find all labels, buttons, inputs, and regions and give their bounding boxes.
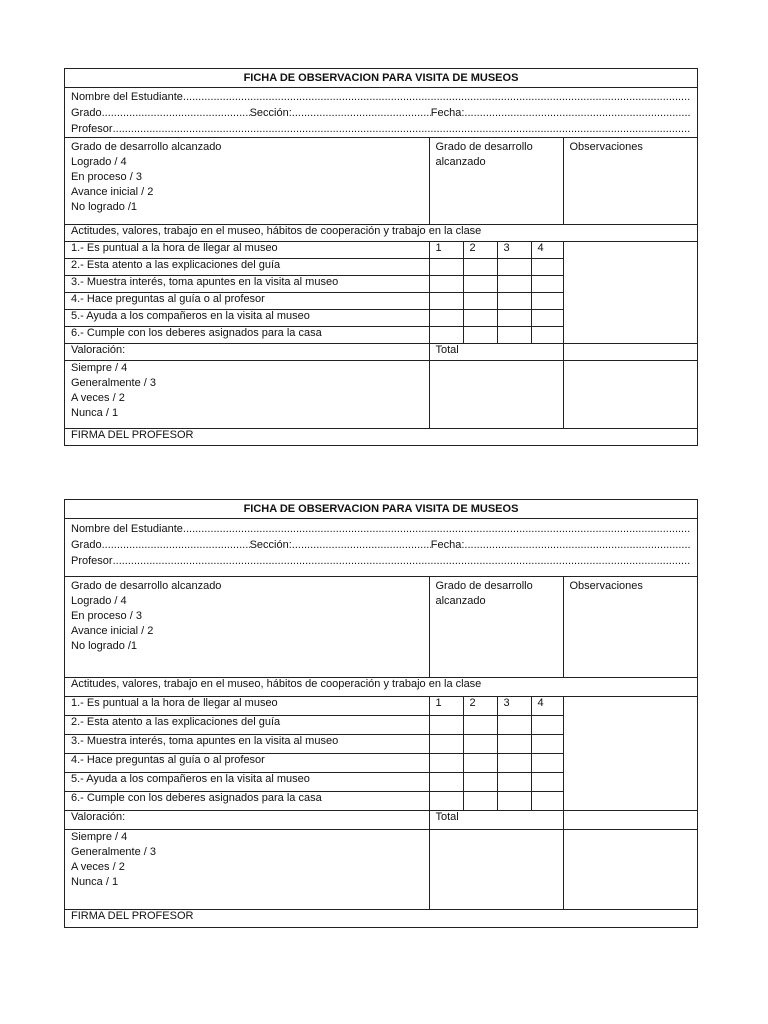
criterion-5: 5.- Ayuda a los compañeros en la visita al museo: [65, 309, 429, 326]
section-label: Sección:: [249, 107, 292, 119]
valuation-notes-cell[interactable]: [563, 360, 697, 428]
valuation-a-veces: A veces / 2: [71, 391, 125, 404]
criteria-notes-cell[interactable]: [563, 696, 697, 810]
score-cell[interactable]: [463, 309, 497, 326]
teacher-label: Profesor: [71, 555, 113, 567]
score-cell[interactable]: [463, 791, 497, 810]
date-field[interactable]: [464, 105, 691, 121]
level-no-logrado: No logrado /1: [71, 201, 138, 213]
teacher-signature[interactable]: FIRMA DEL PROFESOR: [65, 428, 697, 445]
criterion-5: 5.- Ayuda a los compañeros en la visita al museo: [65, 772, 429, 791]
score-cell[interactable]: [429, 326, 463, 343]
observations-label: Observaciones: [569, 141, 643, 153]
criterion-1: 1.- Es puntual a la hora de llegar al museo: [65, 696, 429, 715]
score-cell[interactable]: [463, 772, 497, 791]
score-cell[interactable]: [531, 772, 563, 791]
total-label: Total: [429, 810, 563, 829]
development-achieved-cell[interactable]: [429, 138, 563, 224]
criterion-3: 3.- Muestra interés, toma apuntes en la visita al museo: [65, 734, 429, 753]
valuation-siempre: Siempre / 4: [71, 830, 128, 843]
criteria-notes-cell[interactable]: [563, 241, 697, 343]
grade-field[interactable]: [102, 105, 250, 121]
score-cell[interactable]: [429, 309, 463, 326]
student-name-field[interactable]: [183, 521, 691, 537]
score-cell[interactable]: [497, 791, 531, 810]
score-header-2: 2: [463, 241, 497, 258]
score-cell[interactable]: [497, 715, 531, 734]
score-cell[interactable]: [531, 258, 563, 275]
score-cell[interactable]: [429, 715, 463, 734]
valuation-generalmente: Generalmente / 3: [71, 376, 156, 389]
criterion-2: 2.- Esta atento a las explicaciones del guía: [65, 258, 429, 275]
total-value-cell[interactable]: [429, 360, 563, 428]
score-cell[interactable]: [463, 326, 497, 343]
valuation-levels-cell: [65, 360, 429, 428]
attitudes-header: Actitudes, valores, trabajo en el museo, hábitos de cooperación y trabajo en la clase: [65, 677, 697, 696]
grade-label: Grado: [71, 539, 102, 551]
student-name-label: Nombre del Estudiante: [71, 91, 183, 103]
score-cell[interactable]: [531, 734, 563, 753]
development-achieved-label: Grado de desarrollo alcanzado: [435, 141, 533, 168]
criterion-2: 2.- Esta atento a las explicaciones del guía: [65, 715, 429, 734]
observations-label: Observaciones: [569, 580, 643, 592]
student-info: [65, 88, 697, 138]
score-cell[interactable]: [531, 309, 563, 326]
score-cell[interactable]: [429, 753, 463, 772]
score-cell[interactable]: [463, 292, 497, 309]
development-header: Grado de desarrollo alcanzado: [71, 141, 222, 153]
total-value-cell[interactable]: [429, 829, 563, 909]
valuation-nunca: Nunca / 1: [71, 406, 119, 419]
valuation-a-veces: A veces / 2: [71, 860, 125, 873]
level-logrado: Logrado / 4: [71, 156, 127, 168]
score-header-4: 4: [531, 696, 563, 715]
score-cell[interactable]: [531, 753, 563, 772]
observation-form-2: [64, 499, 698, 928]
score-cell[interactable]: [497, 326, 531, 343]
observation-form-1: [64, 68, 698, 446]
valuation-levels-cell: [65, 829, 429, 909]
valuation-notes-cell[interactable]: [563, 829, 697, 909]
score-cell[interactable]: [497, 772, 531, 791]
section-field[interactable]: [292, 537, 431, 553]
student-name-label: Nombre del Estudiante: [71, 523, 183, 535]
valuation-nunca: Nunca / 1: [71, 875, 119, 888]
score-cell[interactable]: [429, 258, 463, 275]
teacher-label: Profesor: [71, 123, 113, 135]
grade-label: Grado: [71, 107, 102, 119]
level-avance-inicial: Avance inicial / 2: [71, 625, 154, 637]
score-cell[interactable]: [463, 258, 497, 275]
score-cell[interactable]: [463, 275, 497, 292]
level-no-logrado: No logrado /1: [71, 640, 138, 652]
form-title: FICHA DE OBSERVACION PARA VISITA DE MUSEOS: [65, 69, 697, 88]
valuation-label: Valoración:: [65, 810, 429, 829]
criterion-6: 6.- Cumple con los deberes asignados para la casa: [65, 326, 429, 343]
attitudes-header: Actitudes, valores, trabajo en el museo, hábitos de cooperación y trabajo en la clase: [65, 224, 697, 241]
score-cell[interactable]: [497, 309, 531, 326]
form-title: FICHA DE OBSERVACION PARA VISITA DE MUSEOS: [65, 500, 697, 519]
student-info: [65, 519, 697, 577]
level-en-proceso: En proceso / 3: [71, 610, 142, 622]
grade-field[interactable]: [102, 537, 250, 553]
development-header: Grado de desarrollo alcanzado: [71, 580, 222, 592]
score-cell[interactable]: [429, 734, 463, 753]
criterion-1: 1.- Es puntual a la hora de llegar al museo: [65, 241, 429, 258]
teacher-signature[interactable]: FIRMA DEL PROFESOR: [65, 909, 697, 927]
score-cell[interactable]: [531, 292, 563, 309]
criterion-3: 3.- Muestra interés, toma apuntes en la visita al museo: [65, 275, 429, 292]
date-label: Fecha:: [430, 107, 465, 119]
valuation-label: Valoración:: [65, 343, 429, 360]
score-cell[interactable]: [429, 772, 463, 791]
score-header-3: 3: [497, 241, 531, 258]
development-achieved-cell[interactable]: [429, 577, 563, 677]
score-cell[interactable]: [531, 275, 563, 292]
valuation-generalmente: Generalmente / 3: [71, 845, 156, 858]
score-header-3: 3: [497, 696, 531, 715]
score-cell[interactable]: [463, 753, 497, 772]
total-extra-cell[interactable]: [563, 810, 697, 829]
score-cell[interactable]: [497, 734, 531, 753]
level-logrado: Logrado / 4: [71, 595, 127, 607]
score-cell[interactable]: [463, 715, 497, 734]
teacher-field[interactable]: [113, 553, 691, 569]
valuation-siempre: Siempre / 4: [71, 361, 128, 374]
score-cell[interactable]: [429, 275, 463, 292]
section-field[interactable]: [292, 105, 431, 121]
score-cell[interactable]: [429, 292, 463, 309]
criterion-6: 6.- Cumple con los deberes asignados para la casa: [65, 791, 429, 810]
score-cell[interactable]: [497, 753, 531, 772]
score-cell[interactable]: [497, 258, 531, 275]
development-achieved-label: Grado de desarrollo alcanzado: [435, 580, 533, 607]
development-levels-cell: [65, 577, 429, 677]
score-header-2: 2: [463, 696, 497, 715]
score-header-4: 4: [531, 241, 563, 258]
criterion-4: 4.- Hace preguntas al guía o al profesor: [65, 292, 429, 309]
student-name-field[interactable]: [183, 89, 691, 105]
level-avance-inicial: Avance inicial / 2: [71, 186, 154, 198]
score-cell[interactable]: [429, 791, 463, 810]
evaluation-table: [65, 138, 697, 445]
total-extra-cell[interactable]: [563, 343, 697, 360]
score-header-1: 1: [429, 696, 463, 715]
date-field[interactable]: [464, 537, 691, 553]
score-cell[interactable]: [531, 715, 563, 734]
level-en-proceso: En proceso / 3: [71, 171, 142, 183]
development-levels-cell: [65, 138, 429, 224]
score-cell[interactable]: [531, 791, 563, 810]
score-cell[interactable]: [497, 275, 531, 292]
score-cell[interactable]: [531, 326, 563, 343]
evaluation-table: [65, 577, 697, 927]
score-cell[interactable]: [497, 292, 531, 309]
observations-cell[interactable]: [563, 577, 697, 677]
section-label: Sección:: [249, 539, 292, 551]
score-header-1: 1: [429, 241, 463, 258]
observations-cell[interactable]: [563, 138, 697, 224]
total-label: Total: [429, 343, 563, 360]
criterion-4: 4.- Hace preguntas al guía o al profesor: [65, 753, 429, 772]
score-cell[interactable]: [463, 734, 497, 753]
date-label: Fecha:: [430, 539, 465, 551]
teacher-field[interactable]: [113, 121, 691, 137]
